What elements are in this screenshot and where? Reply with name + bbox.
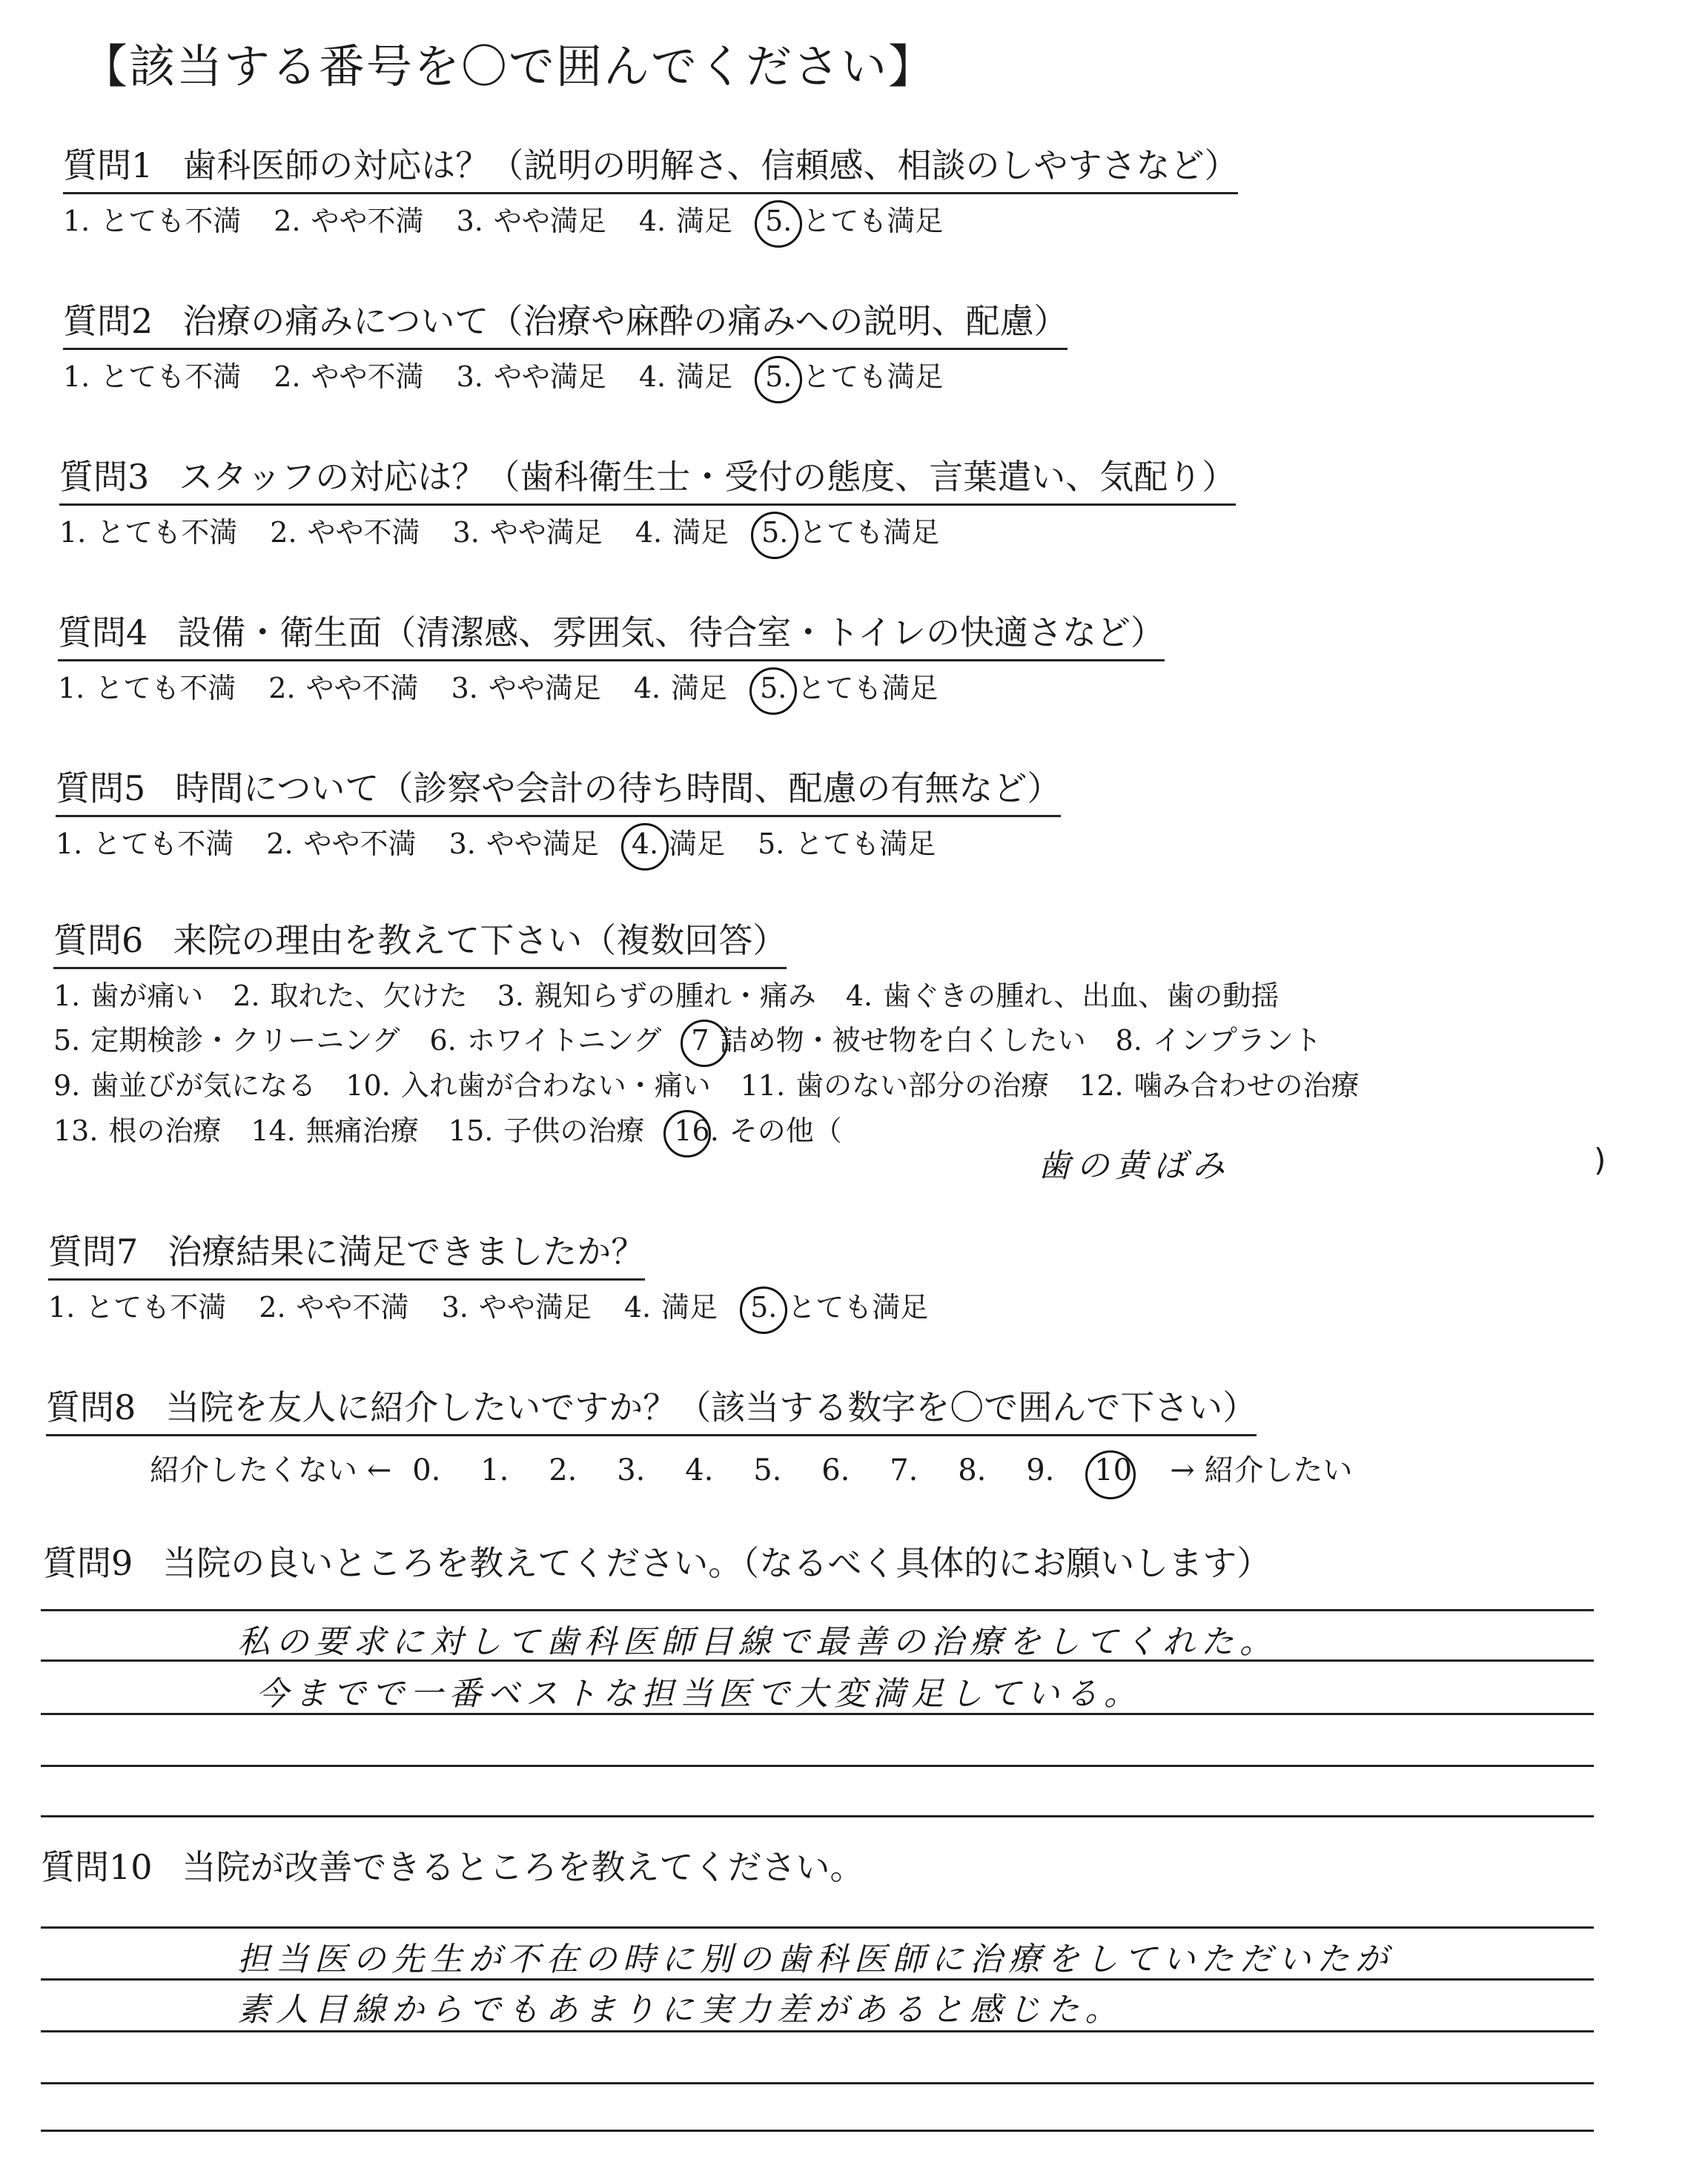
option-label: やや満足 <box>488 671 601 704</box>
option-2[interactable] <box>266 822 416 867</box>
question-1-title <box>63 145 1238 194</box>
option-label: 噛み合わせの治療 <box>1133 1069 1360 1103</box>
option-number: 3. <box>456 360 483 393</box>
question-7-options <box>48 1285 961 1330</box>
question-9-answer-line-1: 私の要求に対して歯科医師目線で最善の治療をしてくれた。 <box>237 1623 1278 1661</box>
question-9-answer-line-2: 今までで一番ベストな担当医で大変満足している。 <box>256 1675 1142 1713</box>
option-label: とても不満 <box>95 671 236 704</box>
option-label: とても満足 <box>787 1290 929 1324</box>
option-label: 満足 <box>672 515 729 549</box>
option-number: 3. <box>497 979 524 1012</box>
option-label: とても満足 <box>798 515 940 549</box>
scale-value-4[interactable]: 4. <box>685 1453 714 1487</box>
option-label: 歯のない部分の治療 <box>795 1069 1050 1103</box>
question-5-title <box>56 767 1061 817</box>
option-2[interactable] <box>274 199 423 244</box>
scale-value-5[interactable]: 5. <box>753 1453 782 1487</box>
scale-value-7[interactable]: 7. <box>890 1453 918 1487</box>
option-number: 5. <box>750 1290 778 1324</box>
answer-line <box>41 2130 1594 2132</box>
option-label: 子供の治療 <box>503 1114 645 1147</box>
option-label: とても満足 <box>802 360 944 393</box>
option-number: 5. <box>53 1024 81 1057</box>
option-number: 3. <box>451 671 478 704</box>
option-number: 11. <box>740 1069 786 1103</box>
option-label: やや満足 <box>493 360 606 393</box>
scale-value-6[interactable]: 6. <box>821 1453 850 1487</box>
question-2-title <box>63 300 1068 350</box>
option-label: 満足 <box>661 1290 718 1324</box>
option-number: 2. <box>259 1290 286 1324</box>
option-number: 4. <box>638 204 666 237</box>
question-9-title <box>43 1542 1271 1590</box>
question-8-number: 質問8 <box>46 1387 136 1427</box>
reason-option-4[interactable] <box>846 974 1280 1019</box>
option-2[interactable] <box>270 510 420 555</box>
question-7-number: 質問7 <box>48 1232 139 1272</box>
question-5 <box>56 767 1061 866</box>
option-3[interactable] <box>453 510 603 555</box>
page-title: 【該当する番号を〇で囲んでください】 <box>82 39 936 93</box>
option-label: その他（ <box>729 1114 842 1147</box>
option-4[interactable] <box>639 354 732 400</box>
option-number: 8. <box>1115 1024 1142 1057</box>
scale-value-1[interactable]: 1. <box>480 1453 509 1487</box>
question-1-options <box>63 199 1238 244</box>
reason-option-14[interactable] <box>251 1109 418 1154</box>
option-number: 2. <box>266 827 294 860</box>
option-number: 4. <box>633 671 661 704</box>
option-1[interactable] <box>56 822 234 867</box>
question-1-number: 質問1 <box>63 145 153 185</box>
option-1[interactable] <box>63 199 241 244</box>
question-3-number: 質問3 <box>59 457 150 497</box>
option-number: 1. <box>59 515 87 549</box>
question-6-other-answer: 歯の黄ばみ <box>1038 1147 1231 1185</box>
answer-line <box>41 2030 1594 2032</box>
option-number: 4. <box>623 1290 652 1324</box>
option-number: 5. <box>765 360 792 393</box>
option-number: 5. <box>765 204 792 237</box>
question-4-number: 質問4 <box>58 612 148 653</box>
answer-line <box>41 1815 1594 1817</box>
option-label: とても不満 <box>85 1290 227 1324</box>
question-3-options <box>59 510 1236 555</box>
question-10-answer-line-2: 素人目線からでもあまりに実力差があると感じた。 <box>237 1991 1124 2029</box>
option-3[interactable] <box>451 666 601 711</box>
reason-option-3[interactable] <box>497 974 816 1019</box>
option-number: 5. <box>758 827 785 860</box>
question-4-options <box>58 666 1165 711</box>
reason-option-8[interactable] <box>1116 1018 1322 1063</box>
option-number: 2. <box>270 515 297 549</box>
option-number: 12. <box>1079 1069 1124 1103</box>
option-number: 3. <box>452 515 480 549</box>
option-number: 1. <box>63 204 90 237</box>
option-number: 4. <box>635 515 663 549</box>
option-label: 入れ歯が合わない・痛い <box>400 1069 711 1103</box>
reason-option-11[interactable] <box>741 1063 1049 1109</box>
option-5[interactable] <box>760 666 938 711</box>
option-2[interactable] <box>268 666 418 711</box>
option-label: やや不満 <box>307 515 420 549</box>
question-7 <box>48 1231 961 1330</box>
option-label: 定期検診・クリーニング <box>90 1024 400 1057</box>
question-5-number: 質問5 <box>56 768 146 808</box>
option-1[interactable] <box>63 354 241 400</box>
option-number: 1. <box>58 671 85 704</box>
reason-option-7[interactable] <box>691 1018 1085 1063</box>
question-4 <box>58 612 1165 710</box>
option-label: 歯が痛い <box>90 979 204 1012</box>
question-7-title <box>48 1231 645 1281</box>
option-number: 16. <box>674 1114 719 1147</box>
question-6-number: 質問6 <box>53 920 144 960</box>
answer-line <box>41 1609 1594 1611</box>
reason-option-13[interactable] <box>53 1109 221 1154</box>
question-10 <box>41 1846 864 1894</box>
option-label: とても満足 <box>795 827 936 860</box>
reason-option-16[interactable] <box>674 1109 841 1154</box>
option-3[interactable] <box>457 199 606 244</box>
reason-option-5[interactable] <box>53 1018 400 1063</box>
answer-line <box>41 2082 1594 2084</box>
option-number: 3. <box>448 827 476 860</box>
reason-option-6[interactable] <box>430 1018 662 1063</box>
option-label: 歯ぐきの腫れ、出血、歯の動揺 <box>883 979 1280 1012</box>
option-number: 1. <box>56 827 83 860</box>
question-4-title <box>58 612 1165 661</box>
option-number: 4. <box>631 827 659 860</box>
scale-values <box>412 1453 1162 1487</box>
option-label: やや満足 <box>489 515 603 549</box>
question-2 <box>63 300 1068 399</box>
option-number: 4. <box>845 979 873 1012</box>
option-2[interactable] <box>274 354 423 400</box>
reason-option-10[interactable] <box>345 1063 710 1109</box>
question-10-number: 質問10 <box>41 1847 153 1887</box>
option-5[interactable] <box>758 822 936 867</box>
option-label: やや不満 <box>311 204 424 237</box>
question-6-text: 来院の理由を教えて下さい（複数回答） <box>173 920 787 960</box>
question-8-text: 当院を友人に紹介したいですか？（該当する数字を〇で囲んで下さい） <box>165 1387 1257 1427</box>
question-5-options <box>56 822 1061 867</box>
answer-line <box>41 1926 1594 1929</box>
option-number: 1. <box>48 1290 76 1324</box>
question-6-options <box>53 974 1389 1154</box>
option-label: やや不満 <box>296 1290 409 1324</box>
reason-option-9[interactable] <box>53 1063 316 1109</box>
question-4-text: 設備・衛生面（清潔感、雰囲気、待合室・トイレの快適さなど） <box>177 612 1165 653</box>
option-number: 15. <box>448 1114 494 1147</box>
option-label: やや不満 <box>305 671 419 704</box>
option-label: 歯並びが気になる <box>90 1069 317 1103</box>
option-number: 9. <box>53 1069 81 1103</box>
reason-option-2[interactable] <box>233 974 467 1019</box>
scale-value-9[interactable]: 9. <box>1026 1453 1055 1487</box>
option-3[interactable] <box>449 822 599 867</box>
option-1[interactable] <box>48 1285 226 1330</box>
option-number: 6. <box>429 1024 457 1057</box>
reason-option-12[interactable] <box>1079 1063 1359 1109</box>
question-3-title <box>59 456 1236 506</box>
question-2-number: 質問2 <box>63 301 153 341</box>
option-number: 2. <box>274 204 301 237</box>
option-label: 親知らずの腫れ・痛み <box>534 979 816 1012</box>
option-number: 2. <box>268 671 296 704</box>
reason-option-1[interactable] <box>53 974 203 1019</box>
question-8-title <box>46 1387 1257 1436</box>
option-number: 14. <box>251 1114 296 1147</box>
option-label: とても不満 <box>96 515 238 549</box>
answer-line <box>41 1765 1594 1767</box>
option-5[interactable] <box>765 199 943 244</box>
option-number: 1. <box>63 360 90 393</box>
question-10-title <box>41 1846 864 1894</box>
scale-left-label: 紹介したくない ← <box>150 1453 392 1487</box>
question-6-other-close: ) <box>1594 1142 1606 1178</box>
question-10-text: 当院が改善できるところを教えてください。 <box>182 1847 864 1887</box>
option-1[interactable] <box>59 510 237 555</box>
scale-right-label: → 紹介したい <box>1170 1453 1353 1487</box>
question-2-text: 治療の痛みについて（治療や麻酔の痛みへの説明、配慮） <box>182 301 1068 341</box>
option-3[interactable] <box>442 1285 592 1330</box>
option-number: 3. <box>456 204 483 237</box>
scale-value-3[interactable]: 3. <box>617 1453 646 1487</box>
option-number: 4. <box>638 360 666 393</box>
question-3 <box>59 456 1236 555</box>
question-6-title <box>53 919 787 969</box>
option-label: やや不満 <box>303 827 417 860</box>
option-5[interactable] <box>761 510 939 555</box>
option-2[interactable] <box>259 1285 408 1330</box>
option-label: やや満足 <box>486 827 599 860</box>
scale-value-0[interactable]: 0. <box>412 1453 441 1487</box>
option-label: 取れた、欠けた <box>270 979 468 1012</box>
reason-option-15[interactable] <box>448 1109 644 1154</box>
option-label: やや満足 <box>493 204 606 237</box>
option-label: 満足 <box>676 360 733 393</box>
option-label: 根の治療 <box>108 1114 222 1147</box>
option-number: 13. <box>53 1114 99 1147</box>
option-4[interactable] <box>634 666 727 711</box>
question-5-text: 時間について（診察や会計の待ち時間、配慮の有無など） <box>175 768 1062 808</box>
option-number: 7 <box>691 1024 709 1057</box>
question-6 <box>53 919 1389 1154</box>
option-label: 満足 <box>669 827 726 860</box>
option-label: とても満足 <box>802 204 944 237</box>
question-8 <box>46 1387 1352 1489</box>
option-4[interactable] <box>639 199 732 244</box>
option-label: とても不満 <box>93 827 234 860</box>
option-4[interactable] <box>632 822 725 867</box>
option-label: インプラント <box>1152 1024 1322 1057</box>
option-label: 無痛治療 <box>305 1114 419 1147</box>
question-9 <box>43 1542 1271 1590</box>
option-5[interactable] <box>750 1285 928 1330</box>
option-label: 満足 <box>676 204 733 237</box>
question-1-text: 歯科医師の対応は？（説明の明解さ、信頼感、相談のしやすさなど） <box>182 145 1239 185</box>
option-label: やや満足 <box>478 1290 592 1324</box>
option-label: ホワイトニング <box>466 1024 662 1057</box>
option-3[interactable] <box>457 354 606 400</box>
option-number: 2. <box>233 979 260 1012</box>
option-label: とても不満 <box>100 360 242 393</box>
option-number: 5. <box>761 515 789 549</box>
option-label: 満足 <box>671 671 728 704</box>
question-1 <box>63 145 1238 243</box>
option-number: 1. <box>53 979 81 1012</box>
question-2-options <box>63 354 1068 400</box>
scale-value-10[interactable]: 10 <box>1094 1453 1162 1487</box>
scale-value-2[interactable]: 2. <box>549 1453 577 1487</box>
question-10-answer-line-1: 担当医の先生が不在の時に別の歯科医師に治療をしていただいたが <box>237 1941 1394 1978</box>
option-4[interactable] <box>635 510 729 555</box>
option-5[interactable] <box>765 354 943 400</box>
option-number: 10. <box>345 1069 391 1103</box>
option-1[interactable] <box>58 666 236 711</box>
option-label: とても不満 <box>100 204 242 237</box>
option-number: 2. <box>274 360 301 393</box>
option-4[interactable] <box>624 1285 718 1330</box>
question-3-text: スタッフの対応は？（歯科衛生士・受付の態度、言葉遣い、気配り） <box>179 457 1237 497</box>
question-9-number: 質問9 <box>43 1543 133 1583</box>
option-label: やや不満 <box>311 360 424 393</box>
option-number: 3. <box>441 1290 469 1324</box>
option-number: 5. <box>760 671 787 704</box>
question-7-text: 治療結果に満足できましたか？ <box>168 1232 646 1272</box>
option-label: とても満足 <box>797 671 939 704</box>
option-label: 詰め物・被せ物を白くしたい <box>719 1024 1086 1057</box>
question-9-text: 当院の良いところを教えてください。（なるべく具体的にお願いします） <box>162 1543 1271 1583</box>
scale-value-8[interactable]: 8. <box>958 1453 987 1487</box>
question-8-scale <box>150 1447 1352 1489</box>
